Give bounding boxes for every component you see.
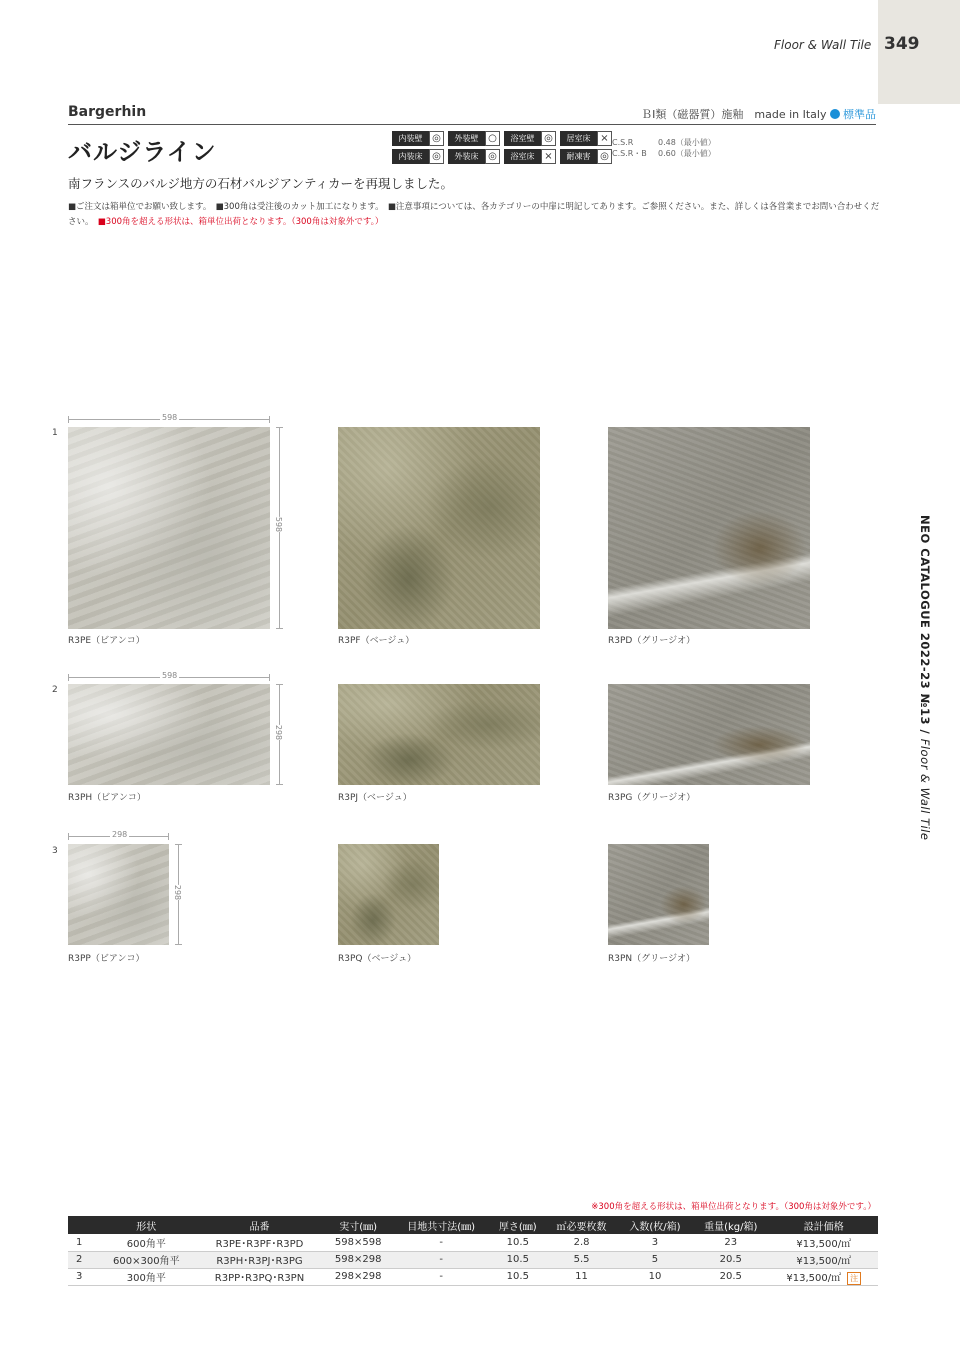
csr-value: 0.48（最小値） xyxy=(658,138,716,147)
usage-mark: × xyxy=(541,149,556,164)
table-cell: 20.5 xyxy=(692,1251,769,1268)
spec-table xyxy=(68,1216,878,1286)
table-cell: 2 xyxy=(68,1251,98,1268)
csr-values xyxy=(612,137,716,159)
side-section: Floor & Wall Tile xyxy=(918,738,932,841)
table-header: 重量(kg/箱) xyxy=(692,1216,769,1234)
page-number: 349 xyxy=(884,34,920,54)
tile-code: R3PD（グリージオ） xyxy=(608,636,696,646)
dimension-width-label: 598 xyxy=(162,671,178,680)
table-cell: 23 xyxy=(692,1234,769,1251)
table-cell xyxy=(769,1268,878,1285)
table-cell: 598×298 xyxy=(324,1251,392,1268)
table-cell: - xyxy=(392,1234,490,1251)
header-rule xyxy=(68,124,876,125)
table-cell: 3 xyxy=(68,1268,98,1285)
dimension-width-label: 598 xyxy=(162,413,178,422)
usage-mark: ◎ xyxy=(429,131,444,146)
tile-swatch xyxy=(68,684,270,785)
row-number: 1 xyxy=(52,428,58,438)
row-number: 2 xyxy=(52,685,58,695)
tile-swatch xyxy=(338,684,540,785)
table-cell: 10.5 xyxy=(490,1251,545,1268)
tile-swatch xyxy=(338,844,439,945)
table-cell: 10.5 xyxy=(490,1268,545,1285)
csr-key: C.S.R・B xyxy=(612,149,647,158)
table-header: 入数(枚/箱) xyxy=(618,1216,692,1234)
usage-item xyxy=(560,149,614,164)
table-cell: - xyxy=(392,1251,490,1268)
side-catalogue-label xyxy=(918,515,932,840)
table-row xyxy=(68,1251,878,1268)
side-catalogue: NEO CATALOGUE 2022-23 №13 / xyxy=(918,515,932,739)
lead-text: 南フランスのバルジ地方の石材バルジアンティカーを再現しました。 xyxy=(68,176,454,191)
tile-swatch xyxy=(68,427,270,629)
standard-label: 標準品 xyxy=(843,108,876,121)
series-name-en: Bargerhin xyxy=(68,104,147,120)
usage-item xyxy=(392,149,446,164)
table-header: 実寸(㎜) xyxy=(324,1216,392,1234)
table-header: 目地共寸法(㎜) xyxy=(392,1216,490,1234)
csr-key: C.S.R xyxy=(612,138,634,147)
tile-swatch xyxy=(608,427,810,629)
usage-label: 浴室壁 xyxy=(504,131,541,146)
table-cell: 10.5 xyxy=(490,1234,545,1251)
table-cell: 5.5 xyxy=(545,1251,618,1268)
usage-item xyxy=(448,149,502,164)
classification-text: ＢⅠ類（磁器質）施釉 made in Italy xyxy=(641,108,827,121)
usage-label: 外装壁 xyxy=(448,131,485,146)
tile-code: R3PP（ビアンコ） xyxy=(68,954,145,964)
tile-code: R3PF（ベージュ） xyxy=(338,636,415,646)
table-cell: R3PH･R3PJ･R3PG xyxy=(195,1251,325,1268)
usage-item xyxy=(560,131,614,146)
tile-code: R3PE（ビアンコ） xyxy=(68,636,145,646)
usage-mark: ◎ xyxy=(429,149,444,164)
tile-code: R3PG（グリージオ） xyxy=(608,793,696,803)
table-row xyxy=(68,1234,878,1251)
usage-item xyxy=(504,131,558,146)
usage-label: 内装壁 xyxy=(392,131,429,146)
tile-swatch xyxy=(338,427,540,629)
table-cell: R3PP･R3PQ･R3PN xyxy=(195,1268,325,1285)
table-cell: 20.5 xyxy=(692,1268,769,1285)
csr-value: 0.60（最小値） xyxy=(658,149,716,158)
notes-red: ■300角を超える形状は、箱単位出荷となります。（300角は対象外です。） xyxy=(97,217,384,227)
usage-grid xyxy=(392,131,614,164)
table-header: 設計価格 xyxy=(769,1216,878,1234)
series-name-jp: バルジライン xyxy=(68,138,217,166)
table-cell: 10 xyxy=(618,1268,692,1285)
price-text: ¥13,500/㎡ xyxy=(786,1272,842,1284)
table-cell: 5 xyxy=(618,1251,692,1268)
table-cell: 11 xyxy=(545,1268,618,1285)
table-cell: 2.8 xyxy=(545,1234,618,1251)
section-label: Floor & Wall Tile xyxy=(774,38,872,52)
table-cell: 1 xyxy=(68,1234,98,1251)
tile-swatch xyxy=(68,844,169,945)
dimension-height-label: 298 xyxy=(274,724,284,741)
table-header: 形状 xyxy=(98,1216,195,1234)
row-number: 3 xyxy=(52,846,58,856)
table-header xyxy=(68,1216,98,1234)
usage-label: 浴室床 xyxy=(504,149,541,164)
table-header: ㎡必要枚数 xyxy=(545,1216,618,1234)
order-notes xyxy=(68,200,880,230)
table-cell: 600×300角平 xyxy=(98,1251,195,1268)
table-cell: ¥13,500/㎡ xyxy=(769,1251,878,1268)
table-header: 品番 xyxy=(195,1216,325,1234)
table-cell: R3PE･R3PF･R3PD xyxy=(195,1234,325,1251)
usage-label: 内装床 xyxy=(392,149,429,164)
table-cell: - xyxy=(392,1268,490,1285)
dimension-width-label: 298 xyxy=(112,830,128,839)
usage-label: 外装床 xyxy=(448,149,485,164)
table-row xyxy=(68,1268,878,1285)
tile-code: R3PJ（ベージュ） xyxy=(338,793,412,803)
usage-item xyxy=(448,131,502,146)
table-cell: 300角平 xyxy=(98,1268,195,1285)
usage-mark: ◎ xyxy=(485,149,500,164)
tile-code: R3PN（グリージオ） xyxy=(608,954,695,964)
usage-label: 居室床 xyxy=(560,131,597,146)
table-cell: ¥13,500/㎡ xyxy=(769,1234,878,1251)
table-cell: 3 xyxy=(618,1234,692,1251)
tile-code: R3PQ（ベージュ） xyxy=(338,954,417,964)
usage-mark: × xyxy=(597,131,612,146)
table-note: ※300角を超える形状は、箱単位出荷となります。（300角は対象外です。） xyxy=(591,1202,876,1212)
dimension-height-label: 598 xyxy=(274,516,284,533)
usage-label: 耐凍害 xyxy=(560,149,597,164)
tile-swatch xyxy=(608,844,709,945)
usage-item xyxy=(504,149,558,164)
classification xyxy=(641,106,876,122)
usage-mark: ◎ xyxy=(597,149,612,164)
usage-mark: ○ xyxy=(485,131,500,146)
notes-text: ■ご注文は箱単位でお願い致します。 ■300角は受注後のカット加工になります。 ■注意事項については、各カテゴリーの中扉に明記してあります。ご参照ください。また、詳しくは各営業までお問い合わせください。 xyxy=(68,202,880,227)
usage-mark: ◎ xyxy=(541,131,556,146)
table-header-row xyxy=(68,1216,878,1234)
dimension-height-label: 298 xyxy=(173,884,183,901)
standard-dot-icon xyxy=(830,109,840,119)
table-cell: 598×598 xyxy=(324,1234,392,1251)
tile-code: R3PH（ビアンコ） xyxy=(68,793,146,803)
table-cell: 298×298 xyxy=(324,1268,392,1285)
tile-swatch xyxy=(608,684,810,785)
table-cell: 600角平 xyxy=(98,1234,195,1251)
note-badge: 注 xyxy=(847,1272,861,1285)
usage-item xyxy=(392,131,446,146)
table-header: 厚さ(㎜) xyxy=(490,1216,545,1234)
